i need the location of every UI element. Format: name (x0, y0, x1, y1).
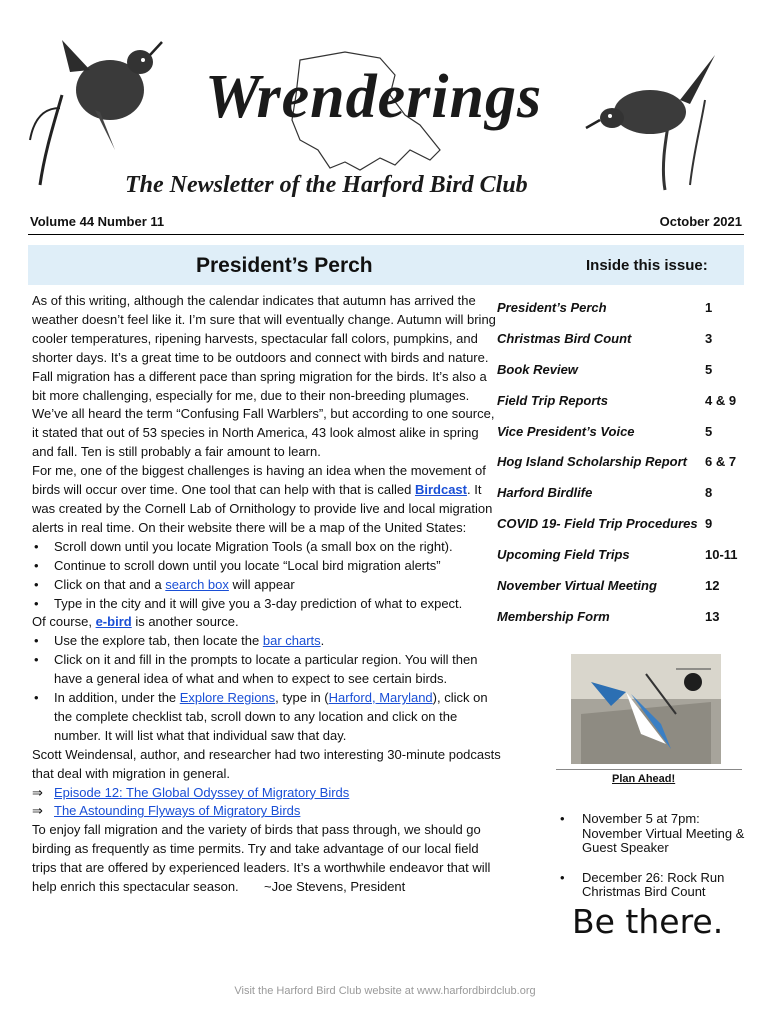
paragraph: To enjoy fall migration and the variety of birds that pass through, we should go birding as frequently as time permits. Try and take advantage of our local field trips that are offered by experienced leaders. It’s a worthwhile endeavor that will help enrich this spectacular season. ~Joe Stevens, President (32, 822, 491, 895)
left-wren-illustration (30, 40, 162, 185)
newsletter-title: Wrenderings (205, 63, 543, 131)
blue-jay-artwork (571, 654, 721, 764)
paragraph: Of course, e-bird is another source. (32, 614, 239, 630)
toc-row (497, 300, 747, 331)
paragraph: Scott Weindensal, author, and researcher had two interesting 30-minute podcasts that deal with migration in general. (32, 746, 501, 781)
ebird-link[interactable]: e-bird (95, 614, 132, 630)
toc-row (497, 547, 747, 578)
podcast-link-flyways[interactable]: The Astounding Flyways of Migratory Birds (54, 803, 301, 819)
toc-row (497, 454, 747, 485)
table-of-contents (497, 300, 747, 640)
bullet-list (32, 632, 502, 745)
plan-ahead-heading: Plan Ahead! (612, 773, 676, 785)
list-item: • Click on it and fill in the prompts to locate a particular region. You will then have a general idea of what and when to expect to see certain birds. (54, 651, 502, 689)
toc-row (497, 578, 747, 609)
toc-label: Vice President’s Voice (497, 423, 635, 439)
podcast-item (32, 784, 502, 803)
toc-row (497, 424, 747, 455)
list-item: • Scroll down until you locate Migration Tools (a small box on the right). (54, 538, 502, 557)
article-body (32, 292, 502, 897)
toc-page: 12 (705, 578, 720, 594)
bullet-list (32, 538, 502, 614)
list-item: • Type in the city and it will give you a 3-day prediction of what to expect. (54, 595, 502, 614)
paragraph: Fall migration has a different pace than spring migration for the birds. It’s also a bit more challenging, especially for me, due to their non-breeding plumages. We’ve all heard the term “Confusing Fall Warblers”, but according to one source, it stated that out of 53 species in North America, 43 look almost alike in spring and fall. Ten is still probably a fair amount to learn. (32, 368, 495, 460)
bar-charts-link[interactable]: bar charts (262, 633, 321, 649)
toc-page: 1 (705, 300, 713, 315)
footer-website: Visit the Harford Bird Club website at www.harfordbirdclub.org (234, 985, 536, 997)
issue-date: October 2021 (659, 214, 742, 229)
toc-label: COVID 19- Field Trip Procedures (497, 516, 698, 532)
plan-divider (556, 769, 742, 770)
newsletter-subtitle: The Newsletter of the Harford Bird Club (125, 172, 528, 198)
toc-label: Upcoming Field Trips (497, 547, 630, 563)
toc-page: 5 (705, 423, 713, 439)
event-item: • December 26: Rock Run Christmas Bird Count (560, 871, 746, 900)
toc-row (497, 485, 747, 516)
toc-row (497, 331, 747, 362)
toc-label: Harford Birdlife (497, 485, 593, 501)
toc-row (497, 393, 747, 424)
toc-label: President’s Perch (497, 300, 607, 315)
toc-row (497, 362, 747, 393)
list-item: • Use the explore tab, then locate the bar charts. (54, 632, 502, 651)
section-heading: President’s Perch (196, 254, 373, 277)
toc-page: 4 & 9 (705, 392, 737, 408)
toc-label: Field Trip Reports (497, 392, 608, 408)
toc-page: 8 (705, 485, 713, 501)
toc-label: November Virtual Meeting (497, 578, 657, 594)
toc-page: 13 (705, 608, 720, 624)
toc-label: Membership Form (497, 608, 610, 624)
list-item: • Click on that and a search box will appear (54, 576, 502, 595)
list-item: • In addition, under the Explore Regions, type in (Harford, Maryland), click on the complete checklist tab, scroll down to any location and click on the number. It will list what that individual saw that day. (54, 689, 502, 746)
toc-page: 9 (705, 516, 713, 532)
toc-row (497, 609, 747, 640)
toc-page: 6 & 7 (705, 454, 737, 470)
explore-regions-link[interactable]: Explore Regions (179, 690, 276, 706)
signature: ~Joe Stevens, President (263, 879, 406, 895)
header-divider (28, 234, 744, 235)
toc-page: 10-11 (705, 547, 738, 563)
toc-page: 3 (705, 330, 713, 346)
list-item: • Continue to scroll down until you locate “Local bird migration alerts” (54, 557, 502, 576)
toc-row (497, 516, 747, 547)
toc-page: 5 (705, 361, 713, 377)
toc-label: Christmas Bird Count (497, 330, 632, 346)
event-list (560, 812, 746, 915)
paragraph: As of this writing, although the calendar indicates that autumn has arrived the weather doesn’t feel like it. I’m sure that will eventually change. Autumn will bring cooler temperatures, ripening harvests, spectacular fall colors, pumpkins, and shorter days. It’s a great time to be outdoors and connect with birds and nature. (32, 293, 496, 365)
search-box-link[interactable]: search box (165, 576, 229, 592)
volume-number: Volume 44 Number 11 (30, 214, 165, 229)
toc-label: Book Review (497, 361, 578, 377)
right-wren-illustration (586, 55, 715, 190)
harford-maryland-link[interactable]: Harford, Maryland (328, 690, 433, 706)
event-item: • November 5 at 7pm: November Virtual Meeting & Guest Speaker (560, 812, 746, 856)
be-there-callout: Be there. (572, 902, 724, 941)
podcast-item (32, 802, 502, 821)
podcast-link-episode-12[interactable]: Episode 12: The Global Odyssey of Migratory Birds (54, 784, 350, 800)
toc-label: Hog Island Scholarship Report (497, 454, 687, 470)
birdcast-link[interactable]: Birdcast (414, 482, 467, 498)
inside-this-issue-label: Inside this issue: (586, 257, 708, 274)
paragraph: For me, one of the biggest challenges is having an idea when the movement of birds will occur over time. One tool that can help with that is called Birdcast. It was created by the Cornell Lab of Ornithology to provide live and local migration alerts in real time. On their website there will be a map of the United States: (32, 463, 493, 535)
